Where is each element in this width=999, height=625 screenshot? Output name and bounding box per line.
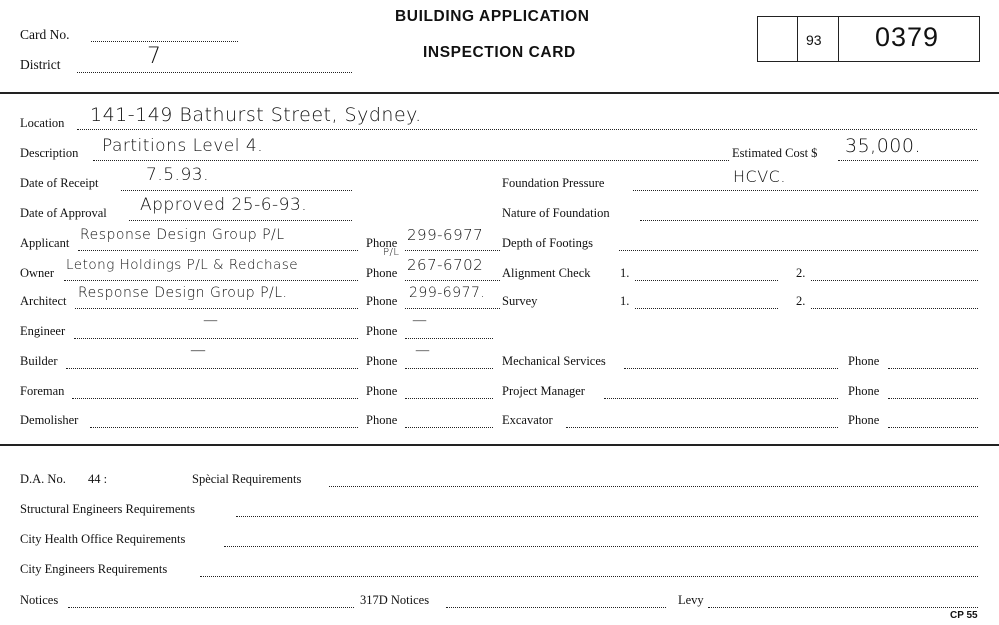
owner-value[interactable]: Letong Holdings P/L & Redchase <box>66 257 299 273</box>
demolisher-label: Demolisher <box>20 413 79 427</box>
project-manager-phone-line <box>888 398 978 399</box>
applicant-value[interactable]: Response Design Group P/L <box>80 227 285 243</box>
city-engineers-label: City Engineers Requirements <box>20 562 168 576</box>
card-no-line <box>91 41 238 42</box>
depth-of-footings-label: Depth of Footings <box>502 236 593 250</box>
date-of-receipt-value[interactable]: 7.5.93. <box>146 165 209 185</box>
card-number-divider-2 <box>838 16 839 62</box>
estimated-cost-label: Estimated Cost $ <box>732 146 818 160</box>
special-requirements-label: Spècial Requirements <box>192 472 302 486</box>
applicant-label: Applicant <box>20 236 70 250</box>
estimated-cost-value[interactable]: 35,000. <box>845 135 922 157</box>
location-value[interactable]: 141-149 Bathurst Street, Sydney. <box>90 104 422 126</box>
survey-2-label: 2. <box>796 294 806 308</box>
owner-pl-note: P/L <box>383 247 400 258</box>
alignment-check-2-label: 2. <box>796 266 806 280</box>
notices-317d-line <box>446 607 666 608</box>
excavator-phone-label: Phone <box>848 413 880 427</box>
engineer-phone-value[interactable]: — <box>412 311 428 329</box>
applicant-line <box>78 250 358 251</box>
builder-label: Builder <box>20 354 58 368</box>
middle-rule <box>0 444 999 446</box>
project-manager-line <box>604 398 838 399</box>
da-no-label: D.A. No. <box>20 472 66 486</box>
engineer-value[interactable]: — <box>203 311 219 329</box>
owner-phone-label: Phone <box>366 266 398 280</box>
alignment-check-2-line <box>811 280 978 281</box>
form-title-line2: INSPECTION CARD <box>423 44 576 61</box>
da-no-value: 44 : <box>88 472 108 486</box>
district-label: District <box>20 57 61 72</box>
structural-engineers-label: Structural Engineers Requirements <box>20 502 195 516</box>
builder-value[interactable]: — <box>190 340 207 359</box>
excavator-phone-line <box>888 427 978 428</box>
alignment-check-label: Alignment Check <box>502 266 591 280</box>
district-line <box>77 72 352 73</box>
location-label: Location <box>20 116 65 130</box>
notices-line <box>68 607 354 608</box>
owner-line <box>64 280 358 281</box>
foreman-label: Foreman <box>20 384 65 398</box>
foreman-phone-line <box>405 398 493 399</box>
notices-317d-label: 317D Notices <box>360 593 430 607</box>
city-health-line <box>224 546 978 547</box>
applicant-phone-label: Phone <box>366 236 398 250</box>
excavator-line <box>566 427 838 428</box>
foundation-pressure-value[interactable]: HCVC. <box>733 167 786 186</box>
foundation-pressure-label: Foundation Pressure <box>502 176 605 190</box>
alignment-check-1-label: 1. <box>620 266 630 280</box>
architect-line <box>75 308 358 309</box>
foreman-line <box>72 398 358 399</box>
special-requirements-line <box>329 486 978 487</box>
card-number-box <box>757 16 980 62</box>
architect-phone-value[interactable]: 299-6977. <box>409 285 486 301</box>
applicant-phone-value[interactable]: 299-6977 <box>407 226 484 244</box>
builder-phone-value[interactable]: — <box>415 341 431 359</box>
top-rule <box>0 92 999 94</box>
mechanical-services-line <box>624 368 838 369</box>
date-of-receipt-label: Date of Receipt <box>20 176 99 190</box>
levy-line <box>708 607 978 608</box>
city-health-label: City Health Office Requirements <box>20 532 186 546</box>
alignment-check-1-line <box>635 280 778 281</box>
date-of-receipt-line <box>121 190 352 191</box>
applicant-phone-line <box>405 250 500 251</box>
demolisher-phone-line <box>405 427 493 428</box>
foreman-phone-label: Phone <box>366 384 398 398</box>
owner-phone-value[interactable]: 267-6702 <box>407 256 484 274</box>
city-engineers-line <box>200 576 978 577</box>
nature-of-foundation-label: Nature of Foundation <box>502 206 610 220</box>
demolisher-phone-label: Phone <box>366 413 398 427</box>
architect-label: Architect <box>20 294 67 308</box>
mechanical-services-phone-label: Phone <box>848 354 880 368</box>
architect-phone-line <box>405 308 500 309</box>
demolisher-line <box>90 427 358 428</box>
description-label: Description <box>20 146 79 160</box>
architect-value[interactable]: Response Design Group P/L. <box>78 285 288 301</box>
foundation-pressure-line <box>633 190 978 191</box>
engineer-phone-label: Phone <box>366 324 398 338</box>
location-line <box>77 129 977 130</box>
description-line <box>93 160 729 161</box>
project-manager-phone-label: Phone <box>848 384 880 398</box>
owner-phone-line <box>405 280 500 281</box>
notices-label: Notices <box>20 593 59 607</box>
date-of-approval-line <box>129 220 352 221</box>
card-year: 93 <box>806 32 822 48</box>
survey-1-line <box>635 308 778 309</box>
engineer-line <box>74 338 358 339</box>
engineer-phone-line <box>405 338 493 339</box>
card-number: 0379 <box>875 22 940 52</box>
survey-label: Survey <box>502 294 538 308</box>
survey-2-line <box>811 308 978 309</box>
builder-phone-label: Phone <box>366 354 398 368</box>
form-title-line1: BUILDING APPLICATION <box>395 8 590 25</box>
builder-line <box>66 368 358 369</box>
card-no-label: Card No. <box>20 27 70 42</box>
form-code: CP 55 <box>950 610 978 621</box>
mechanical-services-label: Mechanical Services <box>502 354 606 368</box>
district-value[interactable]: 7 <box>147 44 162 69</box>
date-of-approval-label: Date of Approval <box>20 206 107 220</box>
mechanical-services-phone-line <box>888 368 978 369</box>
date-of-approval-value[interactable]: Approved 25-6-93. <box>140 195 308 215</box>
excavator-label: Excavator <box>502 413 553 427</box>
depth-of-footings-line <box>619 250 978 251</box>
project-manager-label: Project Manager <box>502 384 585 398</box>
structural-engineers-line <box>236 516 978 517</box>
engineer-label: Engineer <box>20 324 66 338</box>
estimated-cost-line <box>838 160 978 161</box>
nature-of-foundation-line <box>640 220 978 221</box>
survey-1-label: 1. <box>620 294 630 308</box>
builder-phone-line <box>405 368 493 369</box>
architect-phone-label: Phone <box>366 294 398 308</box>
owner-label: Owner <box>20 266 55 280</box>
description-value[interactable]: Partitions Level 4. <box>102 136 264 156</box>
levy-label: Levy <box>678 593 704 607</box>
card-number-divider-1 <box>797 16 798 62</box>
